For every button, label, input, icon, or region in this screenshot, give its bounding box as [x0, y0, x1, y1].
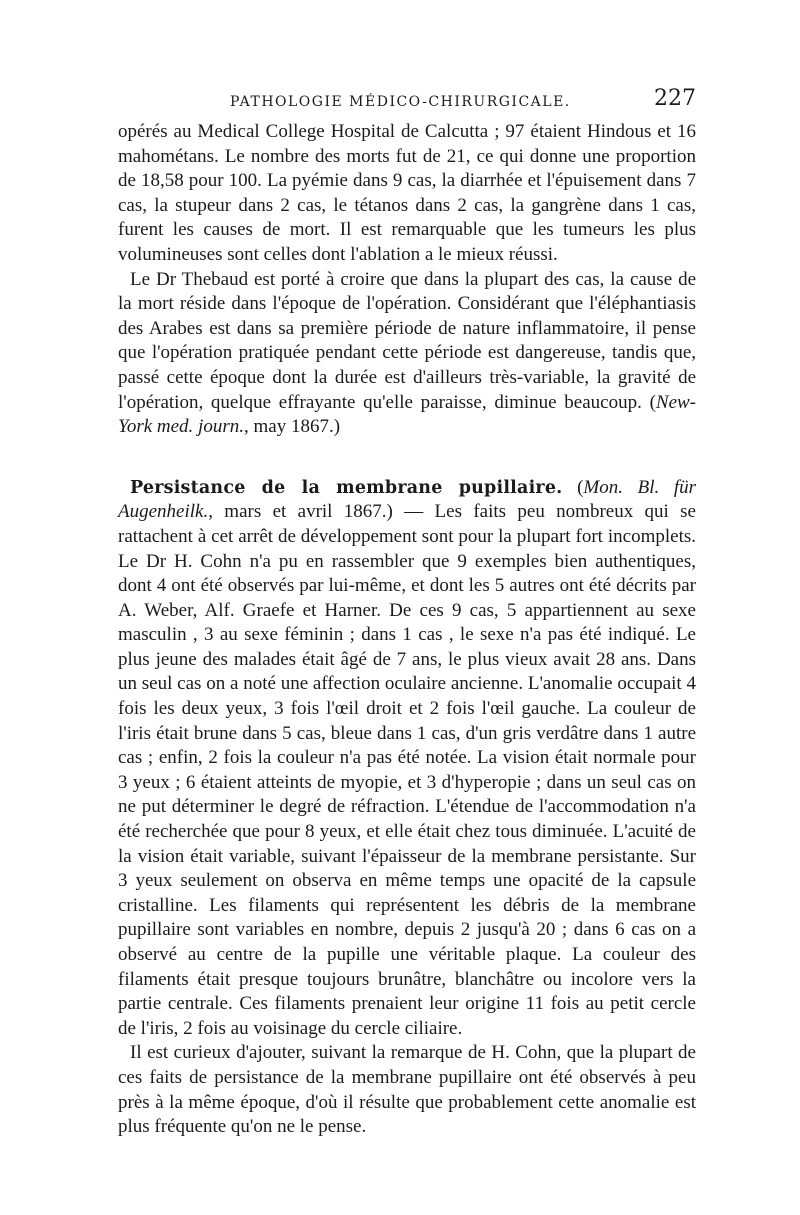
- citation-open: (: [649, 391, 656, 413]
- paragraph-text: Le Dr Thebaud est porté à croire que dans la plupart des cas, la cause de la mort réside dans l'époque de l'opération. Considérant que l'éléphantiasis des Arabes est dans sa première période de nature inflammatoire, il pense que l'opération pratiquée pendant cette période est dangereuse, tandis que, passé cette époque dont la durée est d'ailleurs très-variable, la gravité de l'opération, quelque effrayante qu'elle paraisse, diminue beaucoup.: [118, 268, 696, 413]
- body-text: [118, 120, 696, 1140]
- section-gap: [118, 440, 696, 476]
- paragraph-continuation: [118, 120, 696, 268]
- page-number: 227: [654, 86, 696, 111]
- source-date: , mars et avril 1867.): [208, 501, 393, 523]
- paragraph-thebaud: [118, 268, 696, 440]
- citation-source: New-York med. journ.: [118, 391, 697, 438]
- section-paragraph: [118, 476, 696, 1042]
- running-title: PATHOLOGIE MÉDICO-CHIRURGICALE.: [230, 94, 571, 110]
- running-header: [118, 86, 696, 120]
- section-title: Persistance de la membrane pupillaire.: [130, 477, 563, 498]
- paragraph-text: — Les faits peu nombreux qui se rattachent à cet arrêt de développement sont pour la plupart fort incomplets. Le Dr H. Cohn n'a pu en rassembler que 9 exemples bien authentiques, dont 4 ont été observés par lui-même, et dont les 5 autres ont été décrits par A. Weber, Alf. Graefe et Harner. De ces 9 cas, 5 appartiennent au sexe masculin , 3 au sexe féminin ; dans 1 cas , le sexe n'a pas été indiqué. Le plus jeune des malades était âgé de 7 ans, le plus vieux avait 28 ans. Dans un seul cas on a noté une affection oculaire ancienne. L'anomalie occupait 4 fois les deux yeux, 3 fois l'œil droit et 2 fois l'œil gauche. La couleur de l'iris était brune dans 5 cas, bleue dans 1 cas, d'un gris verdâtre dans 1 autre cas ; enfin, 2 fois la couleur n'a pas été notée. La vision était normale pour 3 yeux ; 6 étaient atteints de myopie, et 3 d'hyperopie ; dans un seul cas on ne put déterminer le degré de réfraction. L'étendue de l'accommodation n'a été recherchée que pour 8 yeux, et elle était chez tous diminuée. L'acuité de la vision était variable, suivant l'épaisseur de la membrane persistante. Sur 3 yeux seulement on observa en même temps une opacité de la capsule cristalline. Les filaments qui représentent les débris de la membrane pupillaire sont variables en nombre, depuis 2 jusqu'à 20 ; dans 6 cas on a observé au centre de la pupille une véritable plaque. La couleur des filaments était presque toujours brunâtre, blanchâtre ou incolore vers la partie centrale. Ces filaments prenaient leur origine 11 fois au petit cercle de l'iris, 2 fois au voisinage du cercle ciliaire.: [118, 501, 696, 1039]
- source-open: (: [577, 476, 584, 498]
- source-journal: Mon. Bl. für Augenheilk.: [118, 476, 696, 523]
- paragraph-text: Il est curieux d'ajouter, suivant la remarque de H. Cohn, que la plupart de ces faits de persistance de la membrane pupillaire ont été observés à peu près à la même époque, d'où il résulte que probablement cette anomalie est plus fréquente qu'on ne le pense.: [118, 1042, 696, 1138]
- paragraph-text: opérés au Medical College Hospital de Calcutta ; 97 étaient Hindous et 16 mahométans. Le nombre des morts fut de 21, ce qui donne une proportion de 18,58 pour 100. La pyémie dans 9 cas, la diarrhée et l'épuisement dans 7 cas, la stupeur dans 2 cas, le tétanos dans 2 cas, la gangrène dans 1 cas, furent les causes de mort. Il est remarquable que les tumeurs les plus volumineuses sont celles dont l'ablation a le mieux réussi.: [118, 121, 696, 265]
- page: [118, 86, 696, 1140]
- citation-date: , may 1867.): [243, 416, 341, 438]
- paragraph-cohn-remark: [118, 1041, 696, 1139]
